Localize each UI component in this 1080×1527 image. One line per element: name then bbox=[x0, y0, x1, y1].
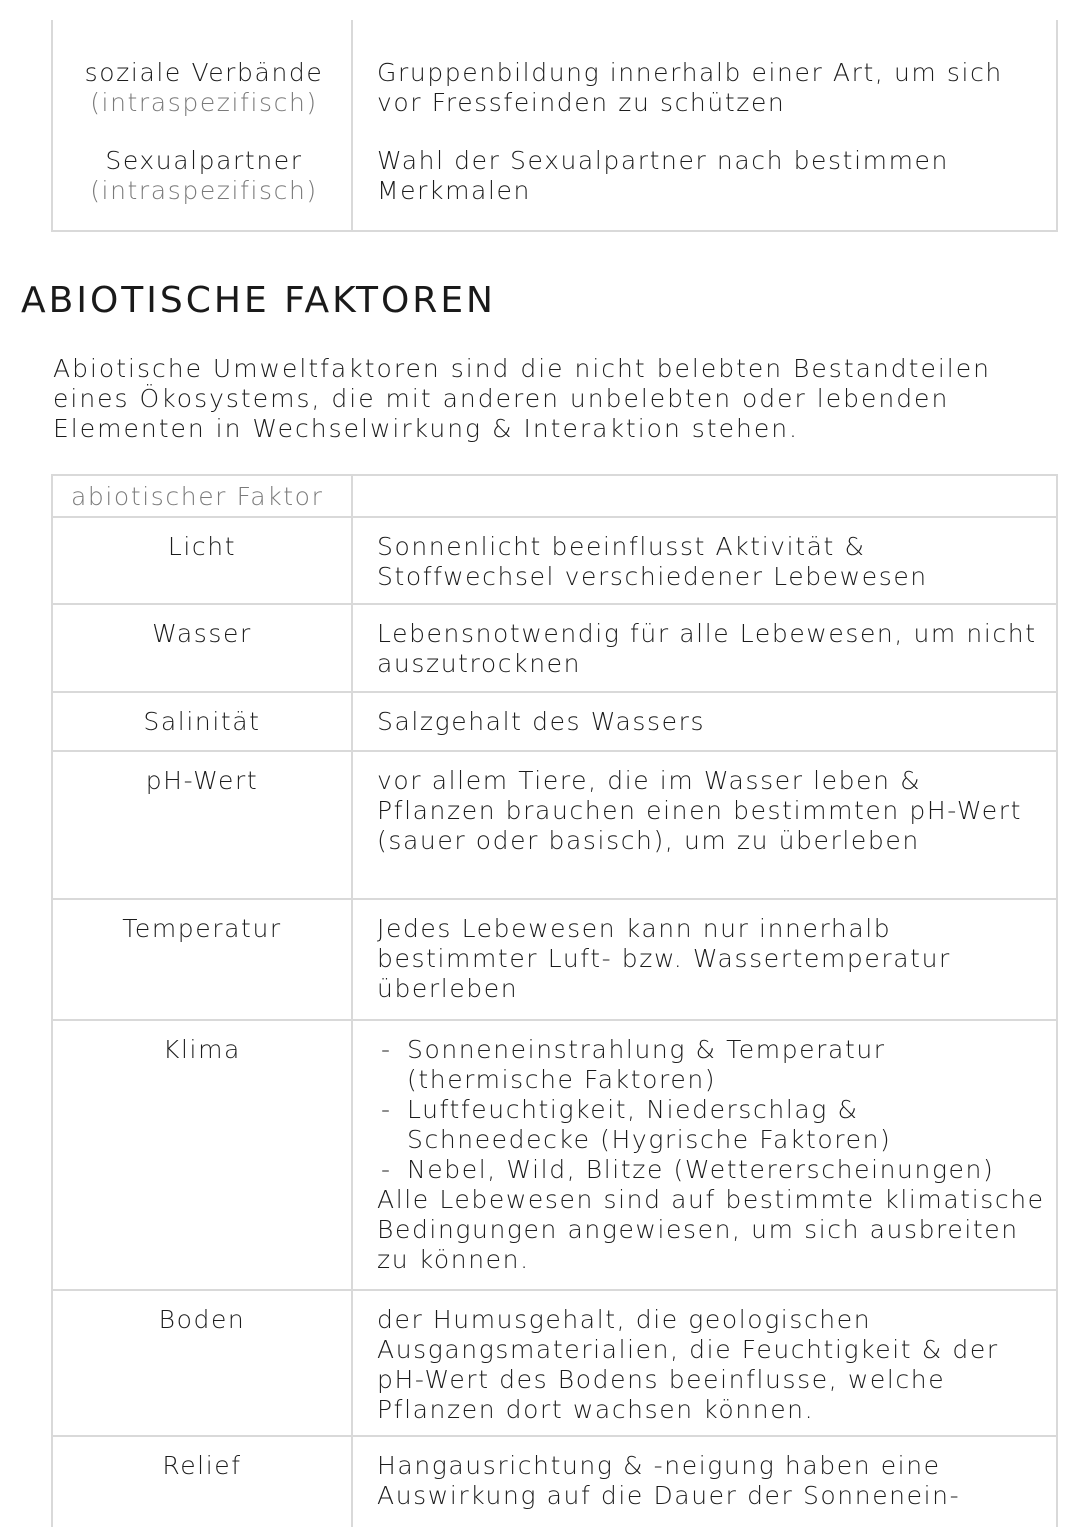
table-header-row bbox=[51, 476, 1058, 518]
section-intro: Abiotische Umweltfaktoren sind die nicht belebten Bestandteilen eines Ökosystems, die mit anderen unbelebten oder lebenden Elementen in Wechselwirkung & Interaktion stehen. bbox=[53, 354, 991, 443]
factor-description: vor allem Tiere, die im Wasser leben & Pflanzen brauchen einen bestimmten pH-Wert (sauer oder basisch), um zu überleben bbox=[353, 752, 1058, 898]
abiotic-factors-table bbox=[51, 474, 1058, 1527]
factor-description: der Humusgehalt, die geologischen Ausgangsmaterialien, die Feuchtigkeit & der pH-Wert des Bodens beeinflusse, welche Pflanzen dort wachsen können. bbox=[353, 1291, 1058, 1435]
factor-name: Salinität bbox=[51, 693, 353, 750]
factor-description: Sonnenlicht beeinflusst Aktivität & Stoffwechsel verschiedener Lebewesen bbox=[353, 518, 1058, 603]
factor-description: Hangausrichtung & -neigung haben eine Auswirkung auf die Dauer der Sonnenein- bbox=[353, 1437, 1058, 1527]
factor-description: Gruppenbildung innerhalb einer Art, um sich vor Fressfeinden zu schützen bbox=[377, 58, 1003, 117]
list-item: - Luftfeuchtigkeit, Niederschlag & Schneedecke (Hygrische Faktoren) bbox=[377, 1095, 1048, 1155]
list-item: - Nebel, Wild, Blitze (Wettererscheinungen) bbox=[377, 1155, 1048, 1185]
table-row bbox=[51, 693, 1058, 752]
factor-description: Lebensnotwendig für alle Lebewesen, um nicht auszutrocknen bbox=[353, 605, 1058, 691]
table-row bbox=[51, 900, 1058, 1021]
column-header-description bbox=[353, 476, 1058, 516]
factor-qualifier: (intraspezifisch) bbox=[90, 176, 318, 205]
table-row bbox=[51, 605, 1058, 693]
factor-name: pH-Wert bbox=[51, 752, 353, 898]
column-header-factor: abiotischer Faktor bbox=[51, 476, 353, 516]
factor-name: Klima bbox=[51, 1021, 353, 1289]
climate-bullet-list bbox=[377, 1035, 1048, 1185]
factor-name: Boden bbox=[51, 1291, 353, 1435]
climate-summary: Alle Lebewesen sind auf bestimmte klimatische Bedingungen angewiesen, um sich ausbreiten zu können. bbox=[377, 1185, 1045, 1274]
factor-name: Licht bbox=[51, 518, 353, 603]
factor-name: Temperatur bbox=[51, 900, 353, 1019]
factor-description: Salzgehalt des Wassers bbox=[353, 693, 1058, 750]
factor-name: soziale Verbände (intraspezifisch) bbox=[53, 58, 355, 118]
factor-qualifier: (intraspezifisch) bbox=[90, 88, 318, 117]
factor-name: Relief bbox=[51, 1437, 353, 1527]
section-heading: ABIOTISCHE FAKTOREN bbox=[21, 280, 496, 321]
table-row bbox=[51, 518, 1058, 605]
table-row bbox=[51, 752, 1058, 900]
factor-description: Jedes Lebewesen kann nur innerhalb bestimmter Luft- bzw. Wassertemperatur überleben bbox=[353, 900, 1058, 1019]
list-item: - Sonneneinstrahlung & Temperatur (thermische Faktoren) bbox=[377, 1035, 1048, 1095]
factor-description bbox=[353, 1021, 1058, 1289]
factor-description: Wahl der Sexualpartner nach bestimmen Merkmalen bbox=[377, 146, 949, 205]
table-row bbox=[51, 1021, 1058, 1291]
table-row bbox=[51, 1437, 1058, 1527]
table-row bbox=[51, 1291, 1058, 1437]
factor-name: Sexualpartner (intraspezifisch) bbox=[53, 146, 355, 206]
factor-name: Wasser bbox=[51, 605, 353, 691]
